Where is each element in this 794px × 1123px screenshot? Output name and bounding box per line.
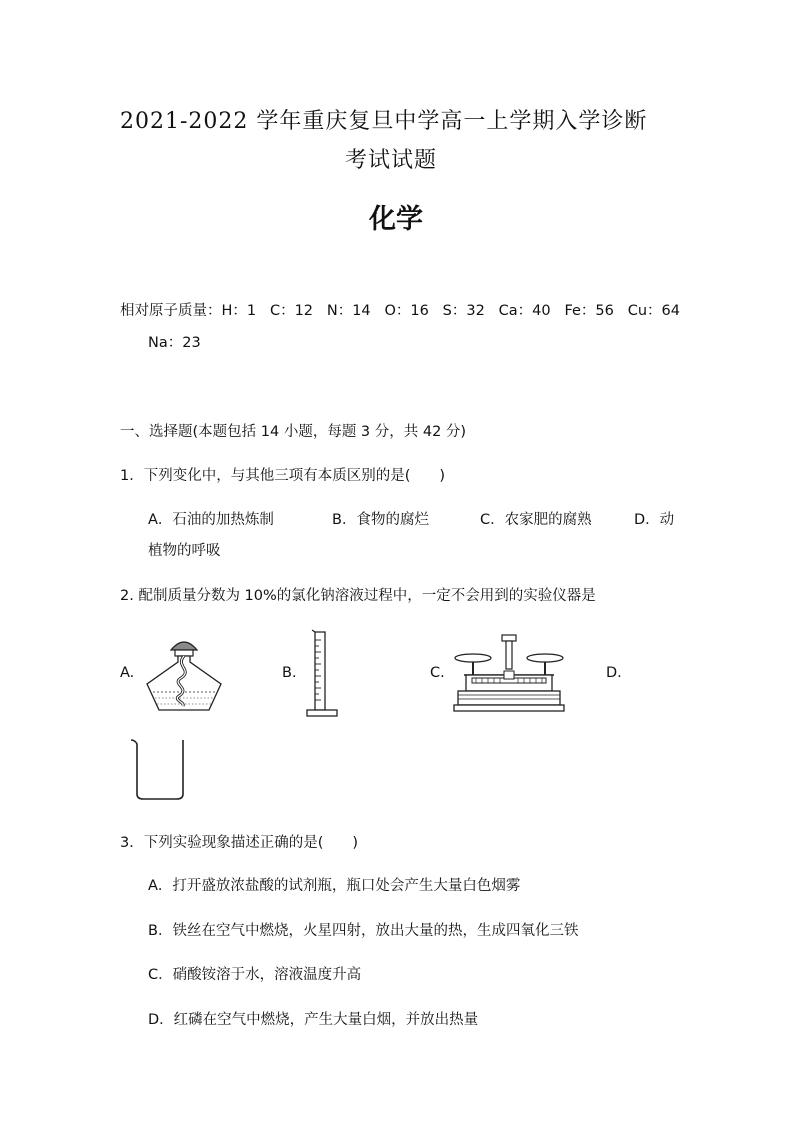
q1-option-a: A．石油的加热炼制: [148, 512, 274, 528]
q2-option-a-label: A.: [120, 665, 135, 681]
title-line-2: 考试试题: [345, 148, 438, 173]
subject-title: 化学: [369, 204, 423, 235]
q2-option-c-label: C.: [430, 665, 445, 681]
q1-option-d-cont: 植物的呼吸: [148, 543, 221, 559]
q3-stem: 3．下列实验现象描述正确的是( ): [120, 835, 359, 851]
q1-option-d: D．动: [634, 512, 675, 528]
q3-option-c: C．硝酸铵溶于水，溶液温度升高: [148, 967, 362, 983]
q3-option-b: B．铁丝在空气中燃烧，火星四射，放出大量的热，生成四氧化三铁: [148, 923, 579, 939]
q1-option-c: C．农家肥的腐熟: [480, 512, 592, 528]
q1-option-b: B．食物的腐烂: [332, 512, 429, 528]
q1-stem: 1．下列变化中，与其他三项有本质区别的是( ): [120, 468, 446, 484]
balance-scale-icon: [454, 635, 568, 715]
atomic-mass-line-1: 相对原子质量：H：1 C：12 N：14 O：16 S：32 Ca：40 Fe：56 Cu：64: [120, 303, 680, 319]
q2-option-d-label: D.: [606, 665, 622, 681]
beaker-icon: [130, 738, 188, 802]
alcohol-burner-icon: [145, 636, 223, 712]
atomic-mass-line-2: Na：23: [148, 335, 201, 351]
graduated-cylinder-icon: [306, 630, 340, 718]
q3-option-a: A．打开盛放浓盐酸的试剂瓶，瓶口处会产生大量白色烟雾: [148, 878, 521, 894]
q3-option-d: D．红磷在空气中燃烧，产生大量白烟，并放出热量: [148, 1012, 479, 1028]
section-heading: 一、选择题(本题包括 14 小题，每题 3 分，共 42 分): [120, 424, 467, 440]
q2-stem: 2. 配制质量分数为 10%的氯化钠溶液过程中，一定不会用到的实验仪器是: [120, 588, 596, 604]
q2-option-b-label: B.: [282, 665, 297, 681]
title-line-1: 2021-2022 学年重庆复旦中学高一上学期入学诊断: [120, 109, 648, 134]
